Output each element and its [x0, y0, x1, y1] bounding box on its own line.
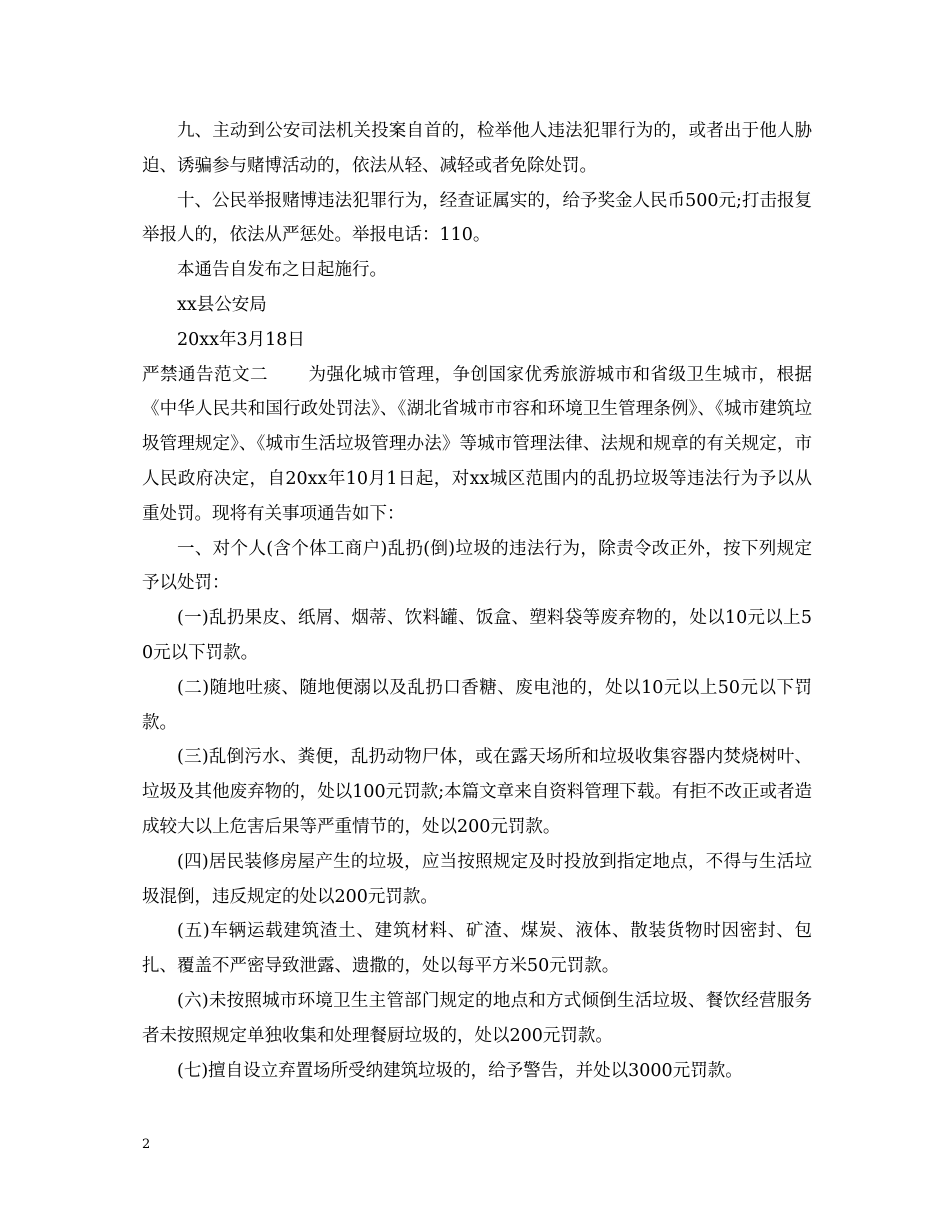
paragraph-nine: 九、主动到公安司法机关投案自首的，检举他人违法犯罪行为的，或者出于他人胁迫、诱骗参与赌博活动的，依法从轻、减轻或者免除处罚。 [142, 121, 812, 176]
sub-item-3: (三)乱倒污水、粪便，乱扔动物尸体，或在露天场所和垃圾收集容器内焚烧树叶、垃圾及其他废弃物的，处以100元罚款;本篇文章来自资料管理下载。有拒不改正或者造成较大以上危害后果等严重情节的，处以200元罚款。 [142, 747, 812, 837]
sub-item-4: (四)居民装修房屋产生的垃圾，应当按照规定及时投放到指定地点，不得与生活垃圾混倒，违反规定的处以200元罚款。 [142, 851, 812, 907]
section-two-intro-paragraph [142, 358, 812, 532]
paragraph-effective-date: 本通告自发布之日起施行。 [177, 260, 387, 281]
issuer-name: xx县公安局 [177, 294, 267, 315]
page-number: 2 [142, 1137, 151, 1152]
section-intro: 为强化城市管理，争创国家优秀旅游城市和省级卫生城市，根据《中华人民共和国行政处罚法》、《湖北省城市市容和环境卫生管理条例》、《城市建筑垃圾管理规定》、《城市生活垃圾管理办法》等城市管理法律、法规和规章的有关规定，市人民政府决定，自20xx年10月1日起，对xx城区范围内的乱扔垃圾等违法行为予以从重处罚。现将有关事项通告如下： [142, 364, 812, 524]
document-body [142, 114, 812, 1088]
paragraph-ten: 十、公民举报赌博违法犯罪行为，经查证属实的，给予奖金人民币500元;打击报复举报人的，依法从严惩处。举报电话：110。 [142, 190, 812, 246]
sub-item-7: (七)擅自设立弃置场所受纳建筑垃圾的，给予警告，并处以3000元罚款。 [177, 1060, 743, 1081]
sub-item-1: (一)乱扔果皮、纸屑、烟蒂、饮料罐、饭盒、塑料袋等废弃物的，处以10元以上50元以下罚款。 [142, 608, 812, 663]
sub-item-2: (二)随地吐痰、随地便溺以及乱扔口香糖、废电池的，处以10元以上50元以下罚款。 [142, 677, 812, 733]
sub-item-5: (五)车辆运载建筑渣土、建筑材料、矿渣、煤炭、液体、散装货物时因密封、包扎、覆盖不严密导致泄露、遗撒的，处以每平方米50元罚款。 [142, 921, 812, 977]
issue-date: 20xx年3月18日 [177, 329, 305, 350]
section-title: 严禁通告范文二 [142, 364, 268, 385]
sub-item-6: (六)未按照城市环境卫生主管部门规定的地点和方式倾倒生活垃圾、餐饮经营服务者未按照规定单独收集和处理餐厨垃圾的，处以200元罚款。 [142, 990, 812, 1046]
item-one: 一、对个人(含个体工商户)乱扔(倒)垃圾的违法行为，除责令改正外，按下列规定予以处罚： [142, 538, 812, 594]
